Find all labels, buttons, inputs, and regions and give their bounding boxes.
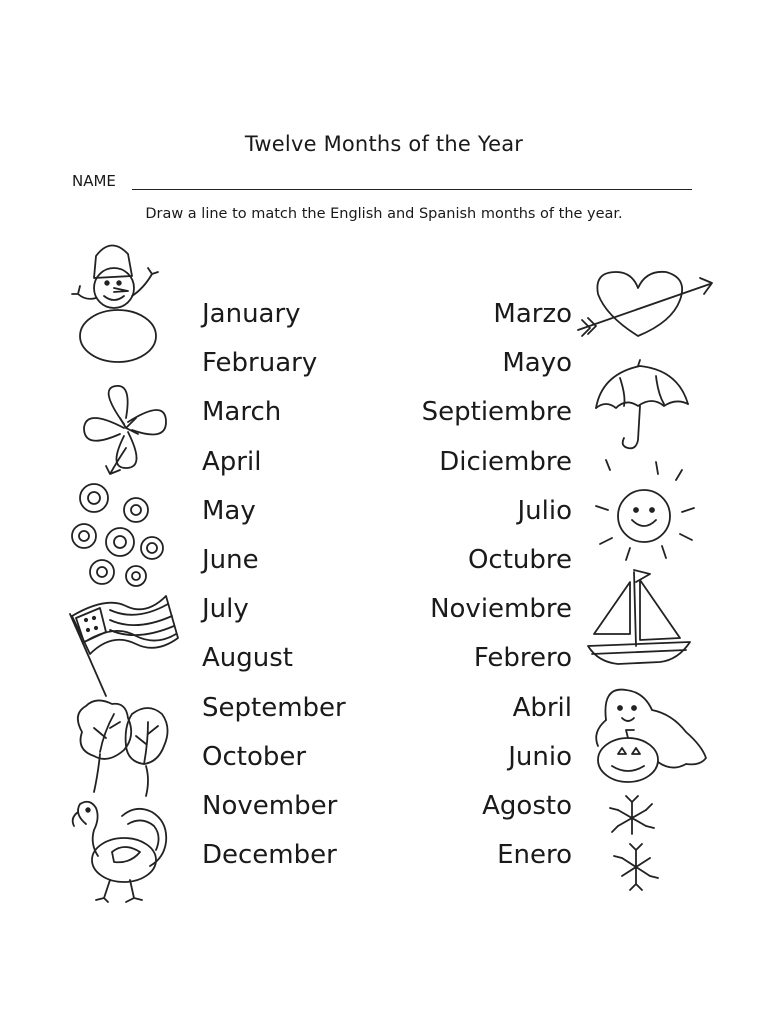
flag-icon [66, 586, 182, 704]
spanish-month: Julio [517, 495, 572, 526]
heart-arrow-icon [576, 264, 716, 346]
english-month: December [202, 840, 337, 871]
umbrella-icon [590, 356, 694, 456]
spanish-month: Septiembre [421, 397, 572, 428]
spanish-month: Abril [512, 692, 572, 723]
clover-icon [76, 378, 176, 478]
spanish-month: Mayo [502, 348, 572, 379]
english-month: February [202, 348, 318, 379]
snowman-icon [66, 236, 176, 366]
english-month: August [202, 643, 293, 674]
ghost-pumpkin-icon [582, 680, 712, 796]
name-label: NAME [72, 172, 116, 190]
spanish-month: Octubre [467, 544, 572, 575]
english-month: July [202, 594, 249, 625]
spanish-month: Noviembre [430, 594, 572, 625]
worksheet-title: Twelve Months of the Year [244, 132, 524, 156]
sailboat-icon [584, 568, 696, 668]
instructions: Draw a line to match the English and Spanish months of the year. [145, 206, 623, 222]
english-month: March [202, 397, 282, 428]
spanish-month: Marzo [493, 299, 572, 329]
spanish-month: Febrero [473, 643, 572, 674]
english-month: April [202, 446, 262, 477]
english-month: May [202, 495, 256, 526]
english-month: January [202, 299, 301, 329]
spanish-month: Diciembre [439, 446, 572, 477]
turkey-icon [64, 796, 176, 908]
english-month: September [202, 692, 346, 723]
spanish-month: Enero [497, 840, 572, 871]
flowers-icon [64, 480, 174, 590]
english-month: November [202, 790, 338, 821]
spanish-month: Junio [508, 741, 572, 772]
english-month: October [202, 741, 307, 772]
snowflake-icon [596, 794, 670, 890]
spanish-month: Agosto [482, 790, 572, 821]
leaves-icon [66, 692, 178, 800]
english-month: June [202, 544, 259, 575]
sun-icon [596, 454, 700, 566]
